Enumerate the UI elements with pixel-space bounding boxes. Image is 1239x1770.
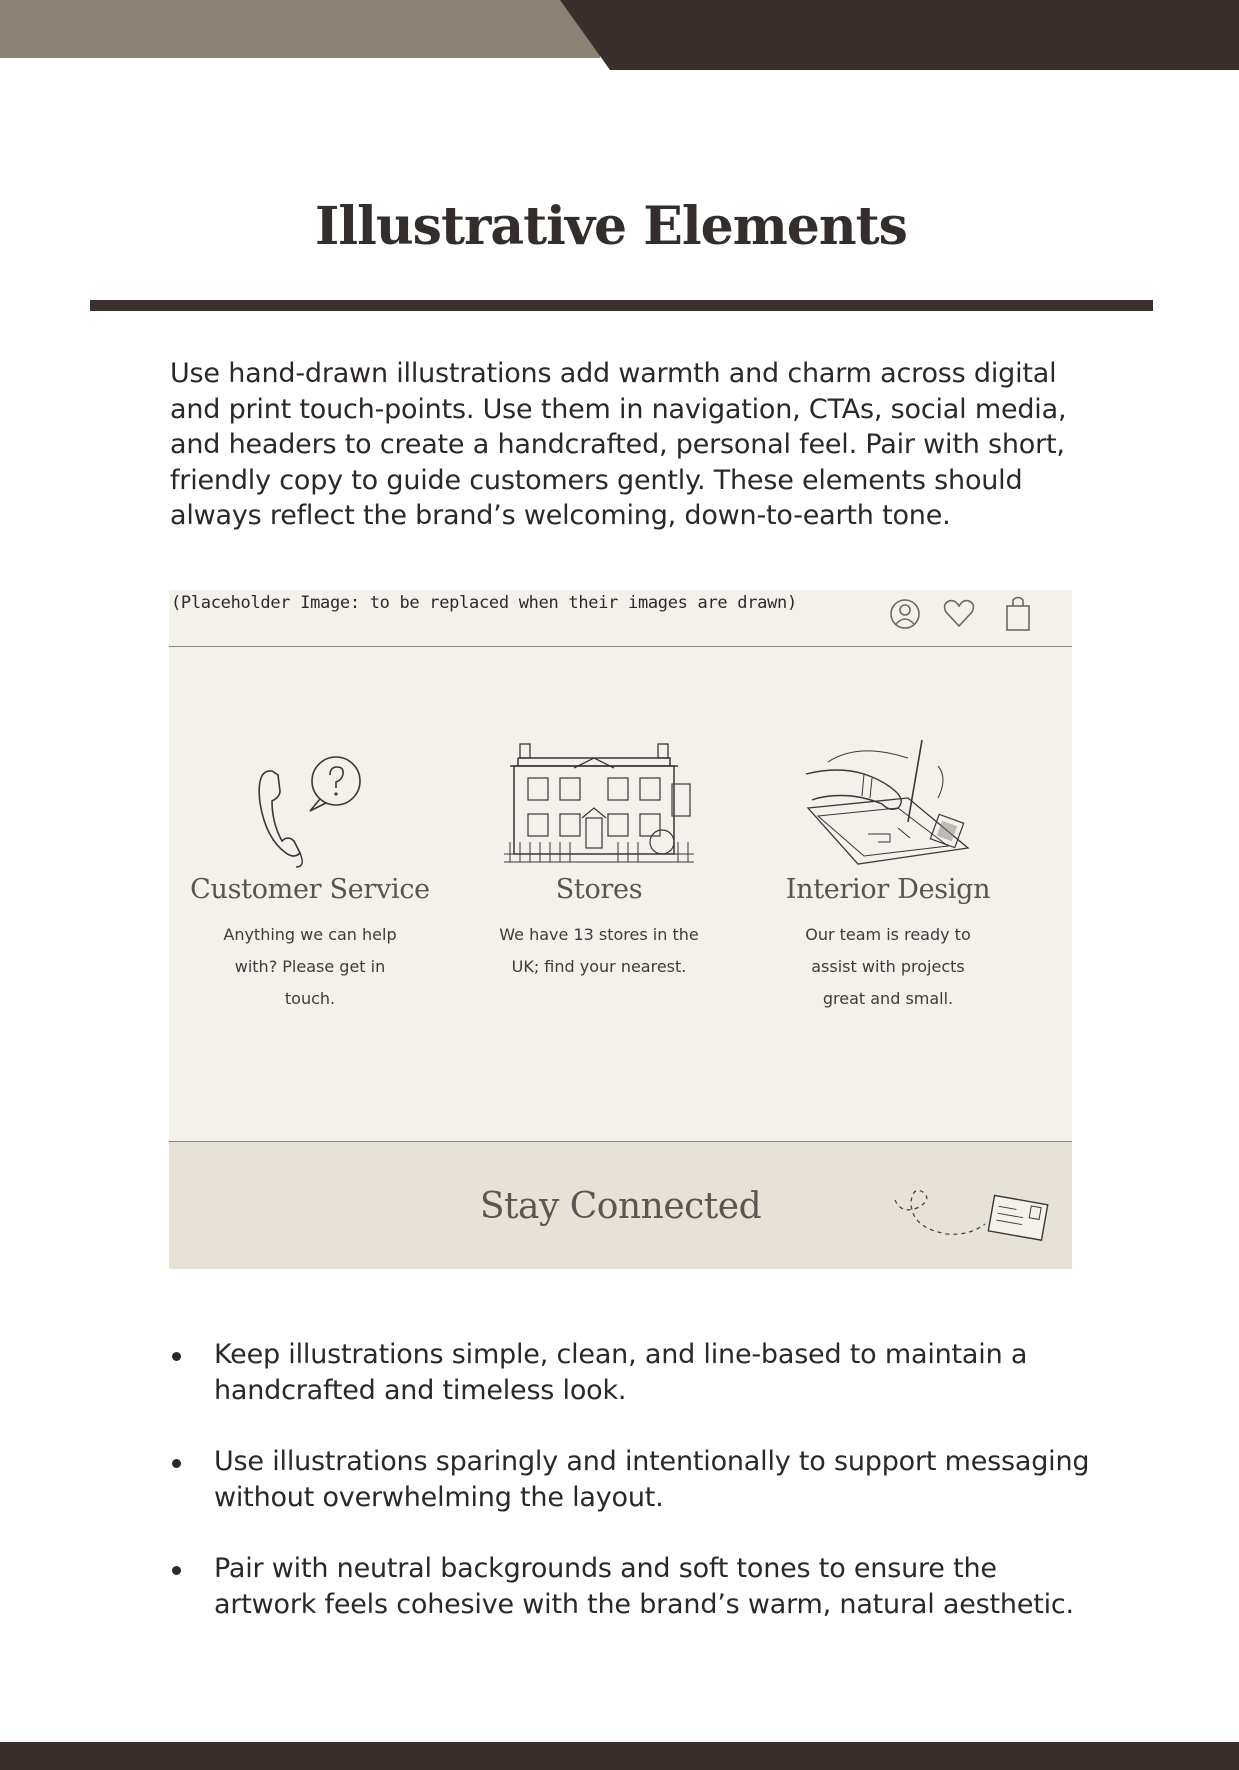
intro-paragraph: Use hand-drawn illustrations add warmth and charm across digital and print touch-points. Use them in navigation, CTAs, social media, and headers to create a handcrafted, personal feel. Pair with short, friendly copy to guide customers gently. These elements should always reflect the brand’s welcoming, down-to-earth tone. <box>170 358 1067 531</box>
townhouse-illustration <box>449 738 749 868</box>
feature-customer-service[interactable] <box>160 738 460 1015</box>
feature-text: We have 13 stores in the UK; find your nearest. <box>499 925 699 976</box>
feature-interior-design[interactable] <box>738 738 1038 1015</box>
hand-drawing-plans-illustration <box>738 738 1038 868</box>
mockup-header <box>169 590 1072 647</box>
feature-text: Our team is ready to assist with projects great and small. <box>805 925 971 1008</box>
feature-text: Anything we can help with? Please get in touch. <box>223 925 397 1008</box>
envelope-illustration <box>889 1170 1049 1260</box>
list-item <box>170 1551 1090 1622</box>
user-icon[interactable] <box>888 594 922 630</box>
feature-title: Customer Service <box>190 874 430 905</box>
heart-icon[interactable] <box>942 594 976 630</box>
list-item <box>170 1337 1090 1408</box>
bottom-decorative-band <box>0 1742 1239 1770</box>
top-decorative-band <box>0 0 1239 70</box>
stay-connected-title: Stay Connected <box>479 1186 762 1227</box>
feature-title: Stores <box>555 874 643 905</box>
list-item-text: Keep illustrations simple, clean, and line-based to maintain a handcrafted and timeless look. <box>214 1339 1028 1406</box>
list-item-text: Use illustrations sparingly and intentionally to support messaging without overwhelming the layout. <box>214 1446 1090 1513</box>
page-title: Illustrative Elements <box>315 196 907 257</box>
feature-title: Interior Design <box>785 874 991 905</box>
bullet-dot-icon <box>172 1566 181 1575</box>
list-item-text: Pair with neutral backgrounds and soft tones to ensure the artwork feels cohesive with the brand’s warm, natural aesthetic. <box>214 1553 1074 1620</box>
website-mockup <box>169 590 1072 1268</box>
bullet-dot-icon <box>172 1352 181 1361</box>
title-rule <box>90 300 1153 311</box>
telephone-question-illustration <box>160 738 460 868</box>
list-item <box>170 1444 1090 1515</box>
bullet-dot-icon <box>172 1459 181 1468</box>
guideline-list <box>170 1337 1090 1658</box>
feature-stores[interactable] <box>449 738 749 983</box>
stay-connected-band[interactable] <box>169 1141 1072 1269</box>
placeholder-note: (Placeholder Image: to be replaced when their images are drawn) <box>171 593 797 613</box>
shopping-bag-icon[interactable] <box>1003 594 1033 634</box>
